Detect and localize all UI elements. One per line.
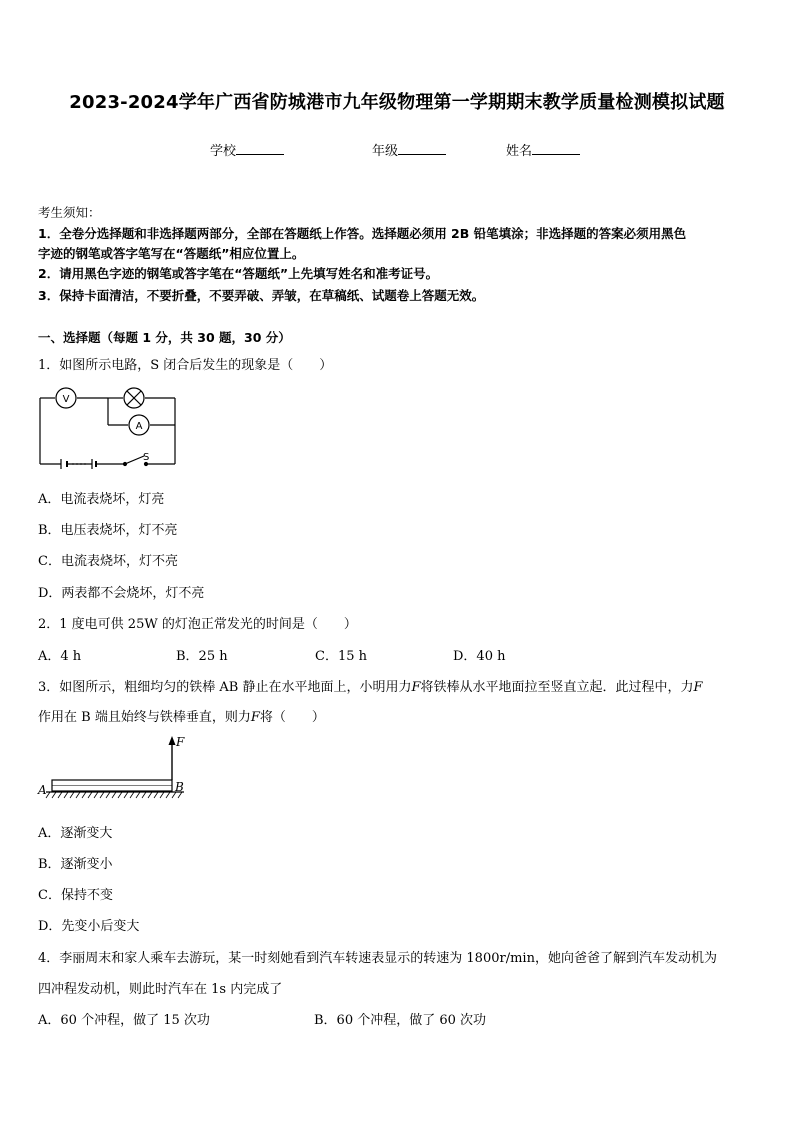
- q1-stem: 1．如图所示电路，S 闭合后发生的现象是（ ）: [38, 358, 333, 373]
- page-title: 2023-2024学年广西省防城港市九年级物理第一学期期末教学质量检测模拟试题: [69, 92, 725, 113]
- name-field: [506, 140, 580, 159]
- q3-stem-text-1b: 将铁棒从水平地面拉至竖直立起．此过程中，力: [420, 680, 694, 695]
- q3-stem-line-2: [38, 706, 325, 725]
- q4-stem-line-2: 四冲程发动机，则此时汽车在 1s 内完成了: [38, 982, 283, 997]
- q3-option-c: C．保持不变: [38, 888, 113, 903]
- notice-item-2: 2．请用黑色字迹的钢笔或答字笔在“答题纸”上先填写姓名和准考证号。: [38, 266, 439, 281]
- notice-item-3: 3．保持卡面清洁，不要折叠，不要弄破、弄皱，在草稿纸、试题卷上答题无效。: [38, 288, 485, 303]
- q3-stem-symbol-f1: F: [411, 680, 421, 695]
- switch-label: S: [143, 452, 150, 463]
- q1-option-a: A．电流表烧坏，灯亮: [38, 492, 165, 507]
- q4-stem-line-1: 4．李丽周末和家人乘车去游玩，某一时刻她看到汽车转速表显示的转速为 1800r/min，她向爸爸了解到汽车发动机为: [38, 951, 717, 966]
- ammeter-icon: [129, 415, 149, 435]
- school-field: [210, 140, 284, 159]
- q1-option-c: C．电流表烧坏，灯不亮: [38, 554, 178, 569]
- q3-stem-text-1a: 3．如图所示，粗细均匀的铁棒 AB 静止在水平地面上，小明用力: [38, 680, 412, 695]
- q3-option-a: A．逐渐变大: [38, 826, 113, 841]
- ammeter-label: A: [135, 421, 143, 432]
- grade-blank: [398, 142, 446, 155]
- school-label: 学校: [210, 144, 237, 159]
- q3-stem-symbol-f2: F: [693, 680, 703, 695]
- section-heading: 一、选择题（每题 1 分，共 30 题，30 分）: [38, 330, 291, 345]
- q1-circuit-diagram: [36, 382, 181, 472]
- name-blank: [532, 142, 580, 155]
- voltmeter-label: V: [62, 394, 70, 405]
- voltmeter-icon: [56, 388, 76, 408]
- grade-field: [372, 140, 446, 159]
- q2-option-a: A．4 h: [38, 649, 82, 664]
- q3-option-b: B．逐渐变小: [38, 857, 113, 872]
- force-arrow-icon: [169, 736, 176, 745]
- school-blank: [236, 142, 284, 155]
- q1-option-b: B．电压表烧坏，灯不亮: [38, 523, 178, 538]
- force-label: F: [176, 735, 185, 749]
- q4-option-a: A．60 个冲程，做了 15 次功: [38, 1013, 210, 1028]
- q4-option-b: B．60 个冲程，做了 60 次功: [314, 1013, 487, 1028]
- q3-stem-text-2a: 作用在 B 端且始终与铁棒垂直，则力: [38, 710, 251, 725]
- q2-stem: 2．1 度电可供 25W 的灯泡正常发光的时间是（ ）: [38, 617, 357, 632]
- notice-item-1-line-1: 1．全卷分选择题和非选择题两部分，全部在答题纸上作答。选择题必须用 2B 铅笔填涂；非选择题的答案必须用黑色: [38, 226, 687, 241]
- end-b-label: B: [175, 780, 184, 794]
- q3-option-d: D．先变小后变大: [38, 919, 140, 934]
- q1-option-d: D．两表都不会烧坏，灯不亮: [38, 586, 205, 601]
- lamp-icon: [124, 388, 144, 408]
- q3-stem-symbol-f3: F: [250, 710, 260, 725]
- q2-option-d: D．40 h: [453, 649, 506, 664]
- q3-stem-line-1: [38, 676, 703, 695]
- end-a-label: A: [38, 783, 47, 797]
- q3-stem-text-2b: 将（ ）: [259, 710, 325, 725]
- notice-item-1-line-2: 字迹的钢笔或答字笔写在“答题纸”相应位置上。: [38, 246, 305, 261]
- q2-option-c: C．15 h: [315, 649, 367, 664]
- grade-label: 年级: [372, 144, 399, 159]
- q2-option-b: B．25 h: [176, 649, 228, 664]
- notice-heading: 考生须知：: [38, 205, 101, 220]
- name-label: 姓名: [506, 144, 533, 159]
- q3-iron-rod-diagram: [36, 734, 196, 806]
